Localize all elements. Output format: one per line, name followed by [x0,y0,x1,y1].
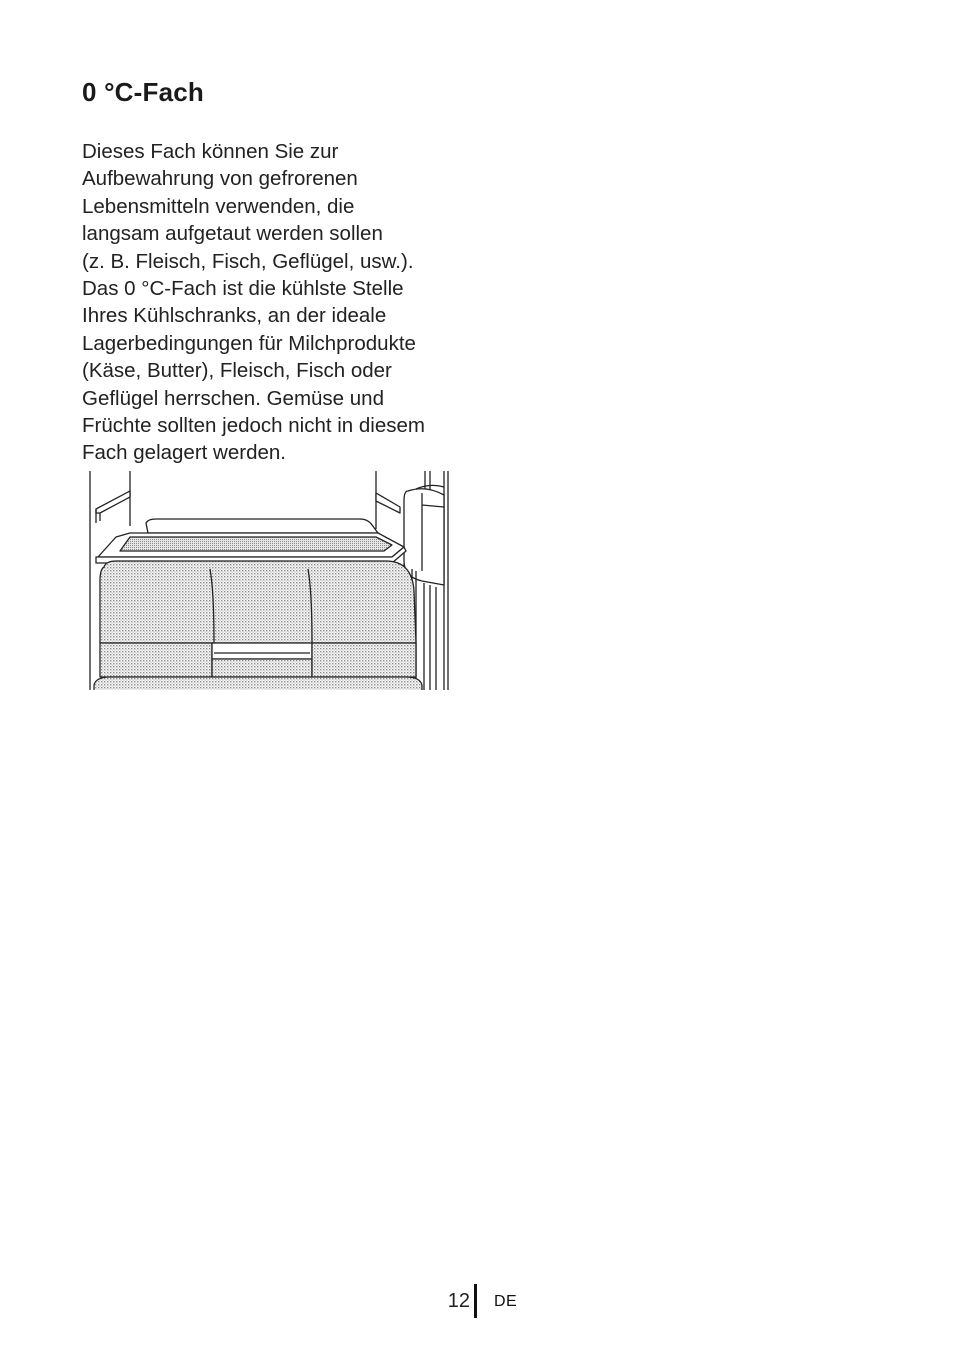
body-line: Fach gelagert werden. [82,441,286,465]
fridge-compartment-illustration [86,471,452,690]
page-footer [430,1284,550,1320]
page-number: 12 [447,1290,470,1312]
body-line: Das 0 °C-Fach ist die kühlste Stelle [82,277,404,301]
body-line: langsam aufgetaut werden sollen [82,222,383,246]
body-paragraph [82,138,425,467]
body-line: Dieses Fach können Sie zur [82,140,339,163]
body-line: Ihres Kühlschranks, an der ideale [82,304,387,328]
body-line: Lagerbedingungen für Milchprodukte [82,331,416,355]
body-line: (z. B. Fleisch, Fisch, Geflügel, usw.). [82,249,414,273]
footer-divider [474,1284,477,1318]
body-line: Früchte sollten jedoch nicht in diesem [82,414,425,438]
body-line: Geflügel herrschen. Gemüse und [82,386,384,410]
language-code: DE [494,1293,518,1310]
body-line: Aufbewahrung von gefrorenen [82,167,358,191]
section-title: 0 °C-Fach [82,77,204,107]
body-line: Lebensmitteln verwenden, die [82,194,355,218]
body-line: (Käse, Butter), Fleisch, Fisch oder [82,359,392,383]
